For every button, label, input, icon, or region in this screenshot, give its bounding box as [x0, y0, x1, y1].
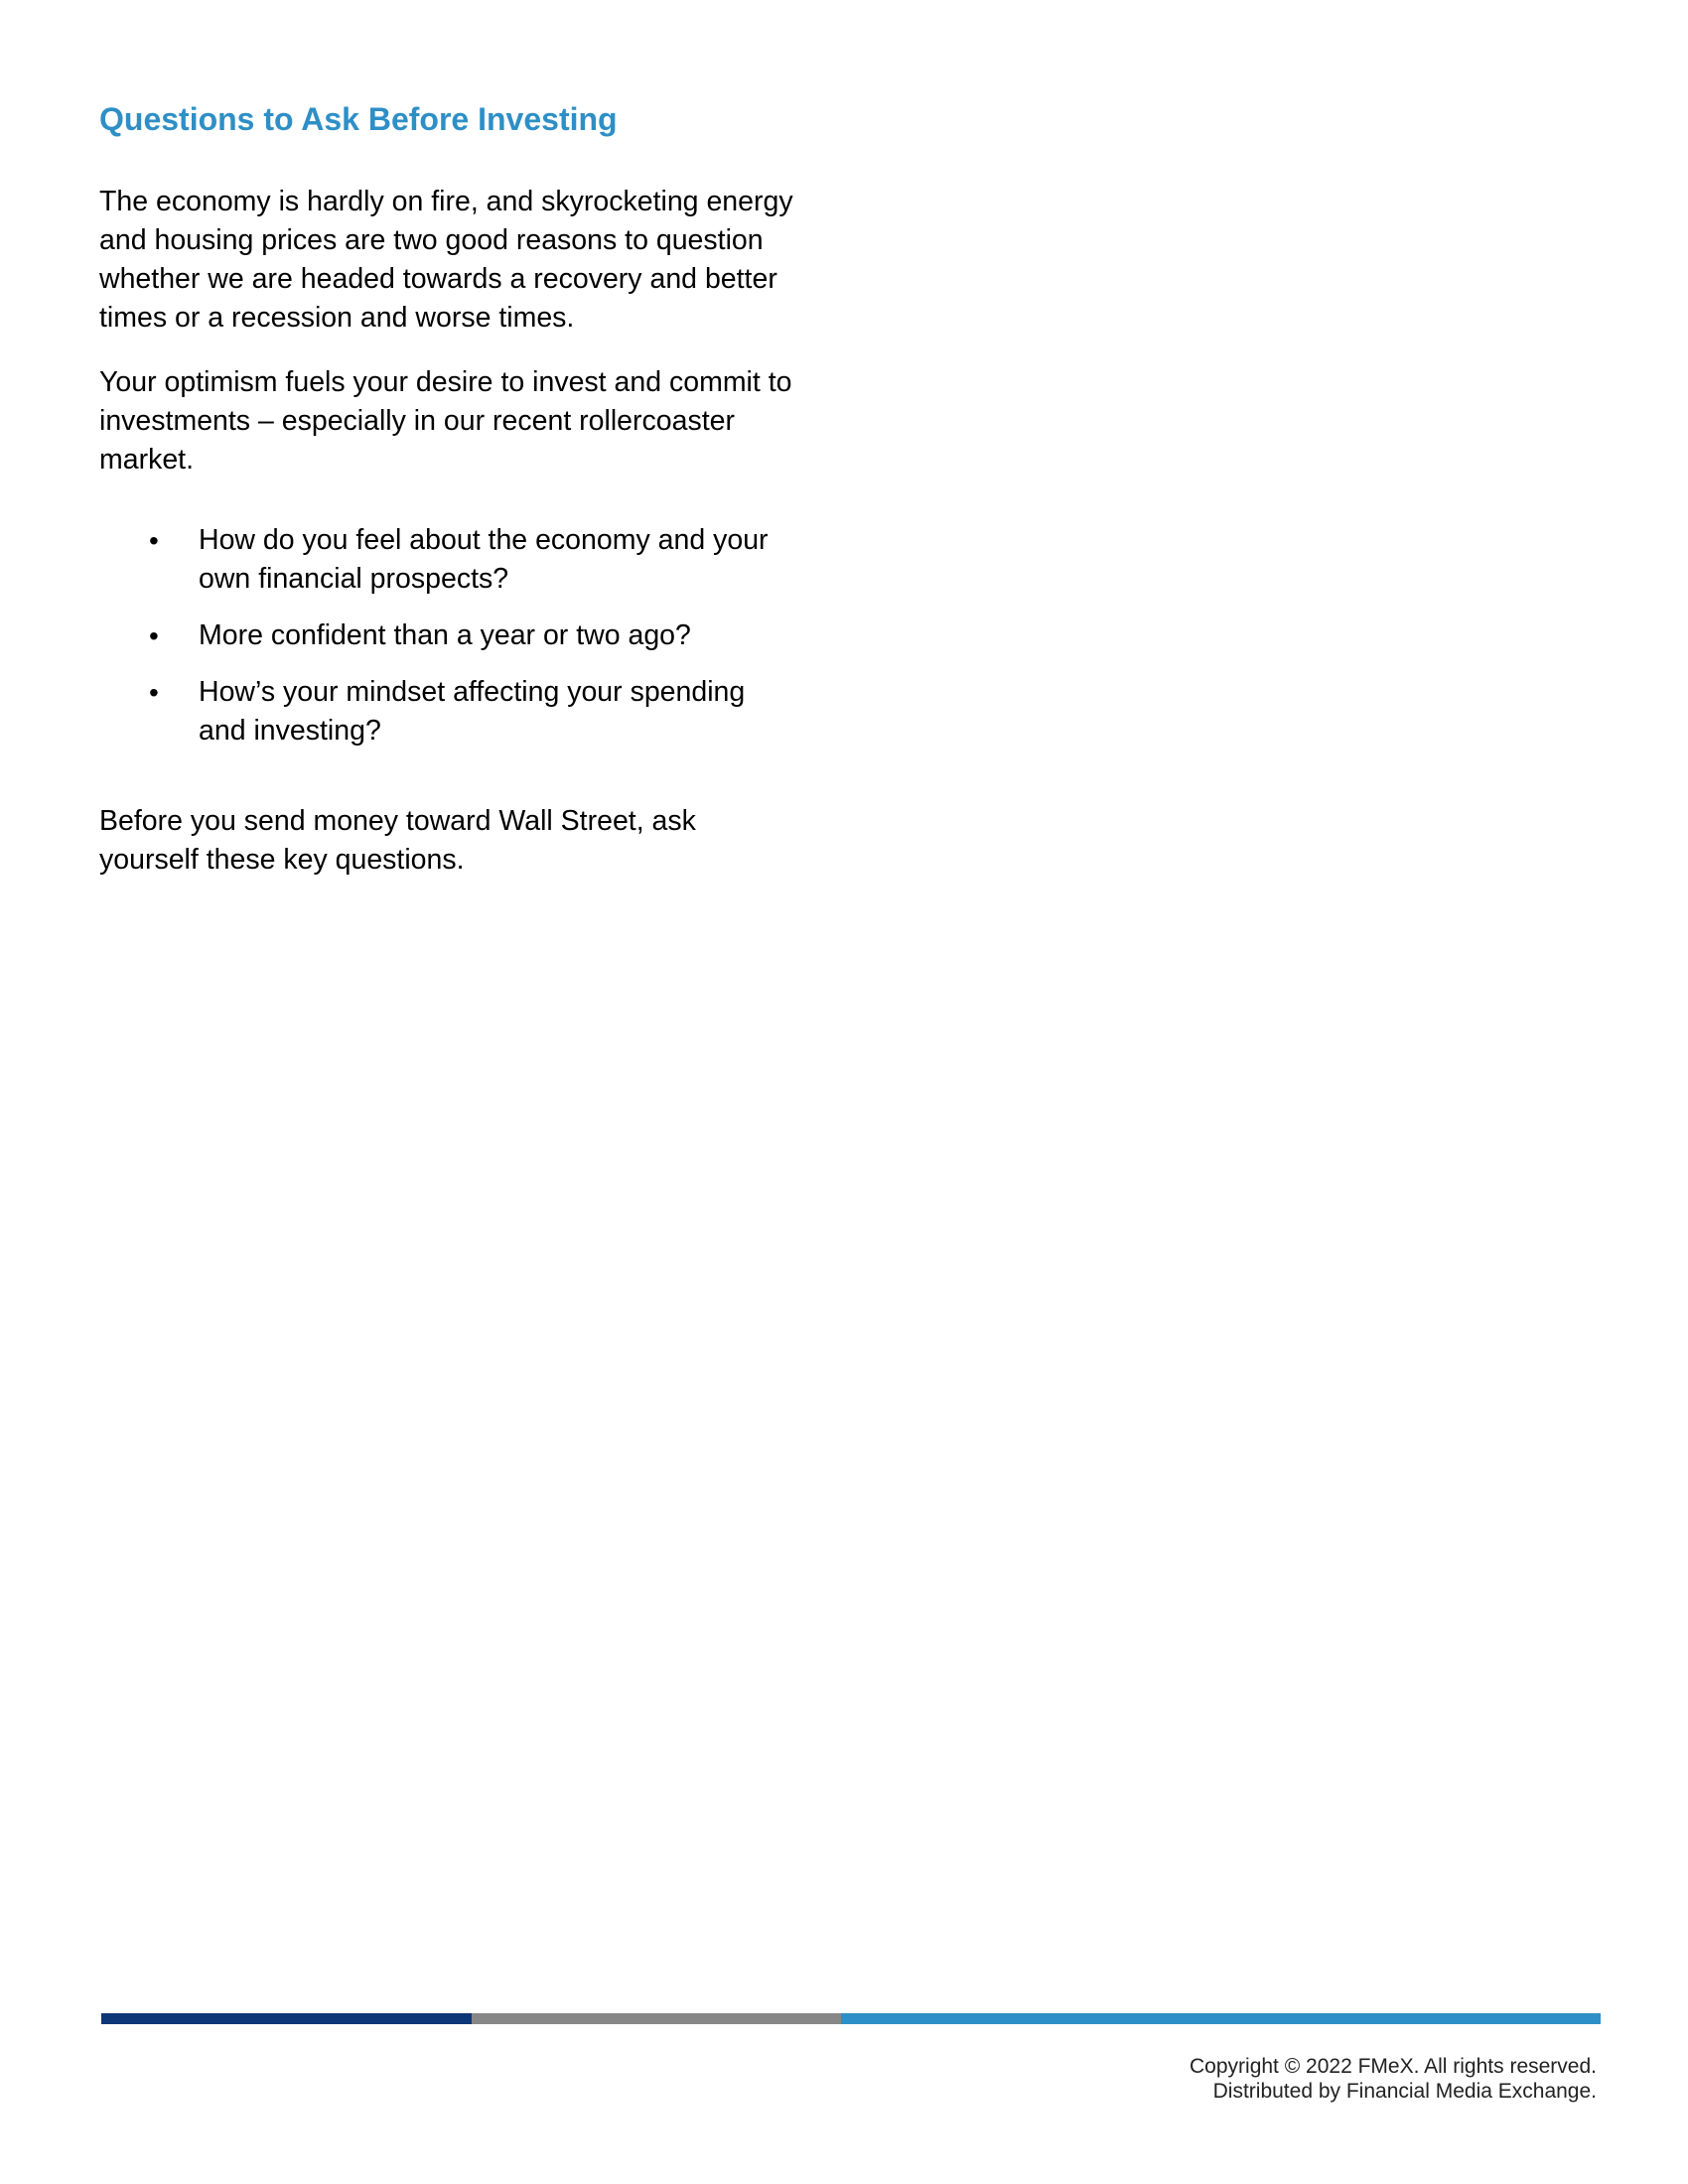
optimism-paragraph: Your optimism fuels your desire to invest and commit to investments – especially in our recent rollercoaster market.	[99, 366, 792, 476]
list-item-text: How do you feel about the economy and your own financial prospects?	[199, 524, 769, 595]
bullet-icon: •	[149, 620, 159, 651]
footer-bar-gray-segment	[472, 2013, 842, 2024]
copyright-notice: Copyright © 2022 FMeX. All rights reserved.	[1190, 2055, 1597, 2078]
list-item-text: How’s your mindset affecting your spending and investing?	[199, 676, 746, 747]
list-item	[99, 521, 794, 599]
bullet-icon: •	[149, 677, 159, 708]
bullet-icon: •	[149, 525, 159, 556]
distribution-notice: Distributed by Financial Media Exchange.	[1212, 2080, 1597, 2103]
page-title: Questions to Ask Before Investing	[99, 101, 618, 137]
list-item	[99, 673, 794, 751]
footer-credits	[1190, 2054, 1597, 2104]
question-list	[99, 521, 794, 751]
intro-paragraph: The economy is hardly on fire, and skyrocketing energy and housing prices are two good reasons to question whether we are headed towards a recovery and better times or a recession and worse times.	[99, 186, 793, 334]
footer-bar-blue-segment	[841, 2013, 1601, 2024]
article-body	[99, 95, 794, 905]
footer-color-bar	[101, 2013, 1601, 2024]
closing-paragraph: Before you send money toward Wall Street, ask yourself these key questions.	[99, 805, 696, 876]
list-item-text: More confident than a year or two ago?	[199, 619, 691, 651]
footer-bar-navy-segment	[101, 2013, 472, 2024]
list-item	[99, 616, 794, 655]
